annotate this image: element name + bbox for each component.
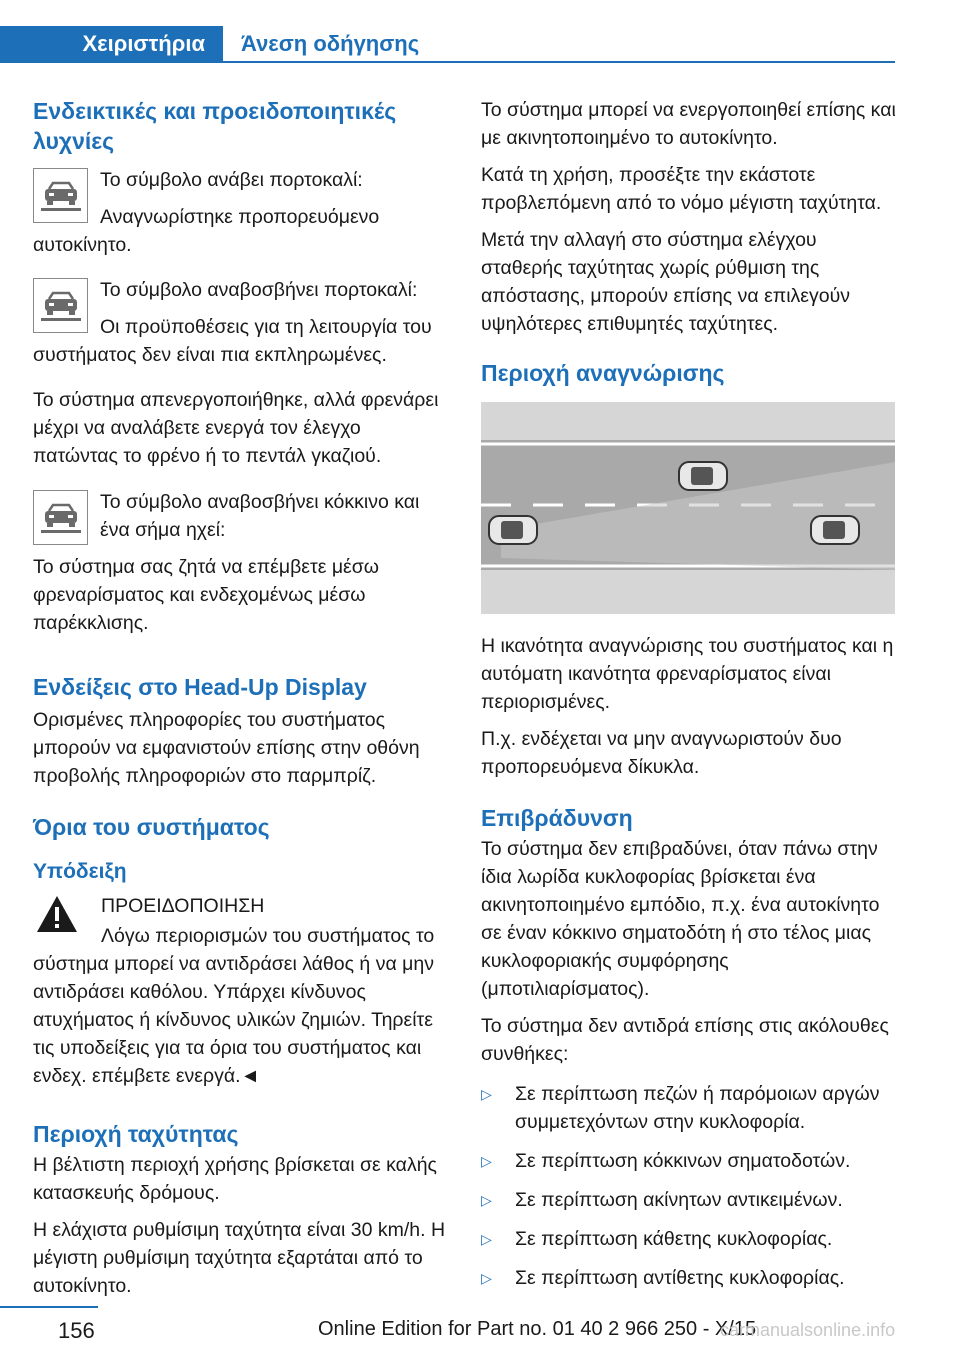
hud-text: Ορισμένες πληροφορίες του συστήματος μπορούν να εμφανιστούν επίσης στην οθόνη προβολής πληροφοριών στο παρμπρίζ. (33, 709, 420, 787)
left-column (33, 96, 449, 1309)
symbol1-meaning: Αναγνωρίστηκε προπορευόμενο αυτοκίνητο. (33, 206, 380, 256)
bullet-triangle-icon: ▷ (481, 1086, 492, 1102)
bullet-triangle-icon: ▷ (481, 1153, 492, 1169)
standstill-text: Το σύστημα μπορεί να ενεργοποιηθεί επίσης και με ακινητοποιημένο το αυτοκίνητο. (481, 99, 896, 149)
symbol-block-red (33, 488, 449, 646)
heading-head-up-display: Ενδείξεις στο Head-Up Display (33, 674, 367, 700)
bullet-triangle-icon: ▷ (481, 1270, 492, 1286)
symbol1-status: Το σύμβολο ανάβει πορτοκαλί: (100, 169, 363, 191)
detection-range-illustration (481, 402, 895, 614)
symbol2-status: Το σύμβολο αναβοσβήνει πορτοκαλί: (100, 279, 418, 301)
heading-system-limits: Όρια του συστήματος (33, 814, 270, 840)
symbol2-meaning: Οι προϋποθέσεις για τη λειτουργία του συστήματος δεν είναι πια εκπληρωμένες. (33, 316, 432, 366)
list-item: ▷ Σε περίπτωση αντίθετης κυκλοφορίας. (481, 1264, 897, 1292)
cruise-control-text: Μετά την αλλαγή στο σύστημα ελέγχου σταθερής ταχύτητας χωρίς ρύθμιση της απόστασης, μπορούν επίσης να επιλεγούν υψηλότερες επιθυμητές ταχύτητες. (481, 229, 850, 335)
tab-driving-comfort[interactable]: Άνεση οδήγησης (241, 31, 420, 56)
warning-title: ΠΡΟΕΙΔΟΠΟΙΗΣΗ (101, 895, 265, 917)
list-item: ▷ Σε περίπτωση κόκκινων σηματοδοτών. (481, 1147, 897, 1175)
deceleration-text-2: Το σύστημα δεν αντιδρά επίσης στις ακόλουθες συνθήκες: (481, 1015, 889, 1065)
speed-limit-text: Κατά τη χρήση, προσέξτε την εκάστοτε προβλεπόμενη από το νόμο μέγιστη ταχύτητα. (481, 164, 882, 214)
symbol3-status: Το σύμβολο αναβοσβήνει κόκκινο και ένα σήμα ηχεί: (100, 491, 420, 541)
right-column (481, 96, 897, 1303)
car-ego-icon (489, 516, 537, 544)
symbol-block-orange (33, 166, 449, 268)
car-lane-left-icon (679, 462, 727, 490)
warning-block (33, 892, 449, 1099)
car-ahead-icon (33, 490, 88, 545)
symbol3-meaning: Το σύστημα σας ζητά να επέμβετε μέσω φρεναρίσματος και ενδεχομένως μέσω παρέκκλισης. (33, 556, 380, 634)
bullet-triangle-icon: ▷ (481, 1192, 492, 1208)
list-item: ▷ Σε περίπτωση πεζών ή παρόμοιων αργών συμμετεχόντων στην κυκλοφορία. (481, 1080, 897, 1136)
watermark: carmanualsonline.info (720, 1320, 896, 1340)
heading-note: Υπόδειξη (33, 860, 127, 883)
footer-divider (0, 1306, 98, 1308)
list-item: ▷ Σε περίπτωση κάθετης κυκλοφορίας. (481, 1225, 897, 1253)
car-ahead-same-lane-icon (811, 516, 859, 544)
heading-indicator-lamps: Ενδεικτικές και προειδοποιητικές λυχνίες (33, 98, 397, 154)
system-deactivated-text: Το σύστημα απενεργοποιήθηκε, αλλά φρενάρει μέχρι να αναλάβετε ενεργά τον έλεγχο πατώντας το φρένο ή το πεντάλ γκαζιού. (33, 389, 439, 467)
edition-text: Online Edition for Part no. 01 40 2 966 250 - X/15 (318, 1318, 757, 1340)
list-item: ▷ Σε περίπτωση ακίνητων αντικειμένων. (481, 1186, 897, 1214)
page-number: 156 (58, 1318, 95, 1343)
tab-controls[interactable]: Χειριστήρια (0, 26, 223, 62)
heading-detection-range: Περιοχή αναγνώρισης (481, 360, 725, 386)
speed-range-text-1: Η βέλτιστη περιοχή χρήσης βρίσκεται σε καλής κατασκευής δρόμους. (33, 1154, 437, 1204)
warning-text: Λόγω περιορισμών του συστήματος το σύστημα μπορεί να αντιδράσει λάθος ή να μην αντιδράσει καθόλου. Υπάρχει κίνδυνος ατυχήματος ή κίνδυνος υλικών ζημιών. Τηρείτε τις υποδείξεις για τα όρια του συστήματος και ενδεχ. επέμβετε ενεργά.◄ (33, 925, 435, 1087)
road-illustration (481, 402, 895, 614)
speed-range-text-2: Η ελάχιστα ρυθμίσιμη ταχύτητα είναι 30 km/h. Η μέγιστη ρυθμίσιμη ταχύτητα εξαρτάται από το αυτοκίνητο. (33, 1219, 446, 1297)
heading-speed-range: Περιοχή ταχύτητας (33, 1121, 239, 1147)
deceleration-text-1: Το σύστημα δεν επιβραδύνει, όταν πάνω στην ίδια λωρίδα κυκλοφορίας βρίσκεται ένα ακινητοποιημένο εμπόδιο, π.χ. ένα αυτοκίνητο σε έναν κόκκινο σηματοδότη ή στο τέλος μιας κυκλοφοριακής συμφόρησης (μποτιλιαρίσματος). (481, 838, 880, 1000)
symbol-block-flashing-orange (33, 276, 449, 378)
bullet-triangle-icon: ▷ (481, 1231, 492, 1247)
warning-triangle-icon (35, 894, 79, 934)
conditions-list (481, 1080, 897, 1292)
car-ahead-icon (33, 168, 88, 223)
header-divider (0, 61, 895, 63)
car-ahead-icon (33, 278, 88, 333)
heading-deceleration: Επιβράδυνση (481, 805, 633, 831)
page-header (0, 0, 960, 62)
detection-text-2: Π.χ. ενδέχεται να μην αναγνωριστούν δυο προπορευόμενα δίκυκλα. (481, 728, 842, 778)
detection-text-1: Η ικανότητα αναγνώρισης του συστήματος και η αυτόματη ικανότητα φρεναρίσματος είναι περιορισμένες. (481, 635, 894, 713)
